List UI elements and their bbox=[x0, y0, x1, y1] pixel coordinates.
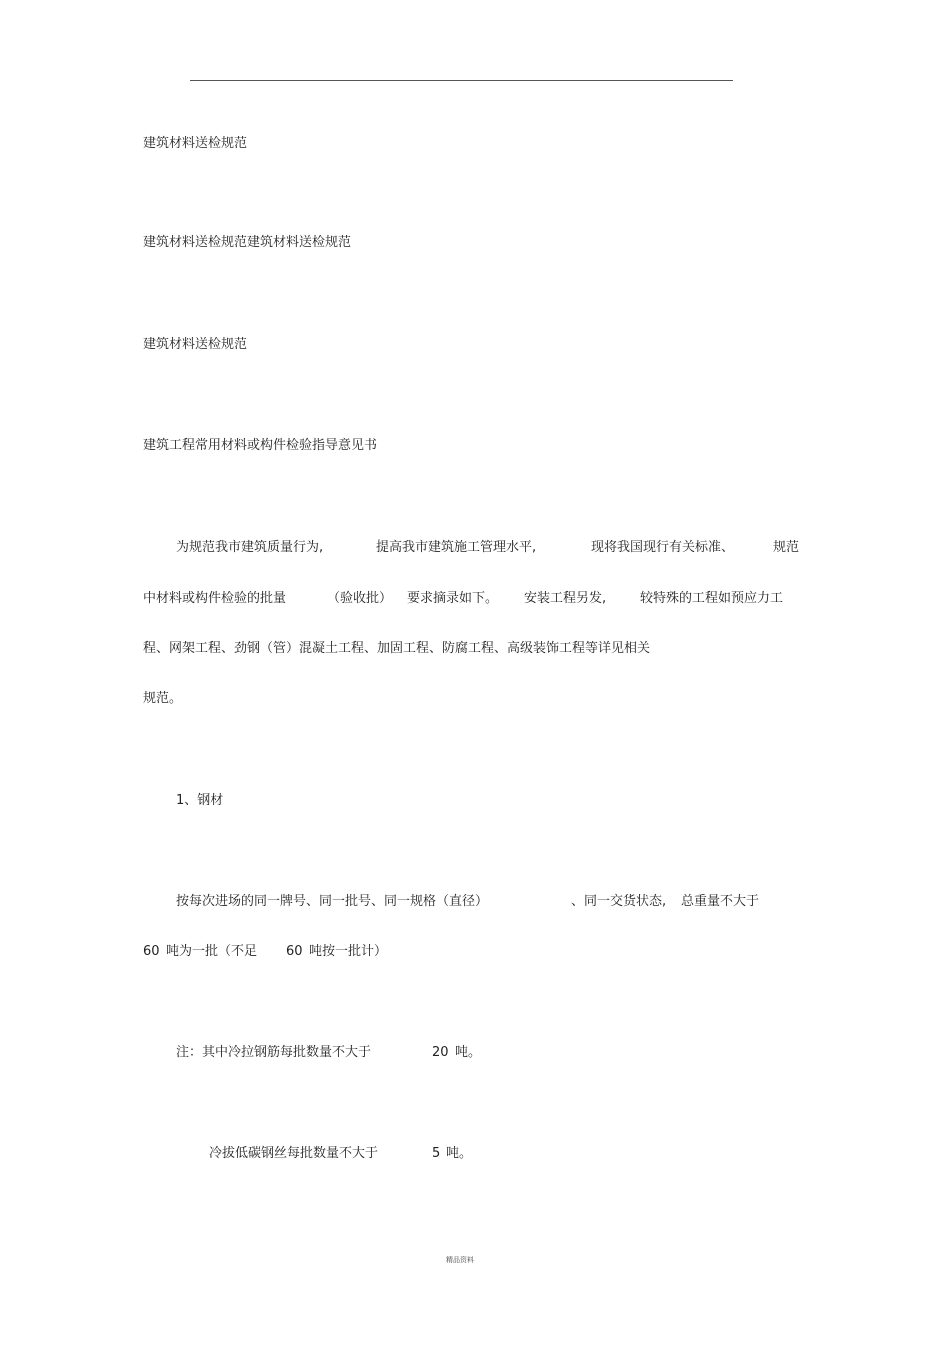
intro-line2-seg-c: 要求摘录如下。 bbox=[407, 591, 499, 606]
heading-3: 建筑材料送检规范 bbox=[143, 337, 248, 352]
intro-line1-seg-d: 规范 bbox=[773, 540, 800, 555]
steel-note1-seg-a: 注：其中冷拉钢筋每批数量不大于 bbox=[176, 1045, 372, 1060]
intro-line2-seg-b: （验收批） bbox=[327, 591, 393, 606]
steel-para2-seg-c: 60 bbox=[286, 944, 303, 959]
heading-1: 建筑材料送检规范 bbox=[143, 136, 248, 151]
intro-line4: 规范。 bbox=[143, 691, 183, 706]
heading-2: 建筑材料送检规范建筑材料送检规范 bbox=[143, 235, 352, 250]
intro-line1-seg-b: 提高我市建筑施工管理水平, bbox=[376, 540, 537, 555]
header-rule bbox=[190, 80, 733, 81]
steel-note1-seg-c: 吨。 bbox=[455, 1045, 482, 1060]
steel-note2-seg-c: 吨。 bbox=[446, 1146, 473, 1161]
steel-para2-seg-b: 吨为一批（不足 bbox=[166, 944, 258, 959]
intro-line2-seg-d: 安装工程另发, bbox=[524, 591, 607, 606]
intro-line3: 程、网架工程、劲钢（管）混凝土工程、加固工程、防腐工程、高级装饰工程等详见相关 bbox=[143, 641, 651, 656]
steel-para2-seg-d: 吨按一批计） bbox=[309, 944, 388, 959]
steel-note1-seg-b: 20 bbox=[432, 1045, 449, 1060]
intro-line1-seg-a: 为规范我市建筑质量行为, bbox=[176, 540, 324, 555]
steel-para2-seg-a: 60 bbox=[143, 944, 160, 959]
intro-line1-seg-c: 现将我国现行有关标准、 bbox=[591, 540, 735, 555]
intro-line2-seg-e: 较特殊的工程如预应力工 bbox=[640, 591, 784, 606]
steel-para1-seg-a: 按每次进场的同一牌号、同一批号、同一规格（直径） bbox=[176, 894, 489, 909]
heading-4: 建筑工程常用材料或构件检验指导意见书 bbox=[143, 438, 378, 453]
page-footer: 精品资料 bbox=[446, 1256, 474, 1264]
section-title-steel: 1、钢材 bbox=[176, 793, 224, 808]
steel-para1-seg-b: 、同一交货状态, bbox=[571, 894, 667, 909]
steel-note2-seg-a: 冷拔低碳钢丝每批数量不大于 bbox=[209, 1146, 379, 1161]
intro-line2-seg-a: 中材料或构件检验的批量 bbox=[143, 591, 287, 606]
steel-note2-seg-b: 5 bbox=[432, 1146, 441, 1161]
steel-para1-seg-c: 总重量不大于 bbox=[681, 894, 760, 909]
